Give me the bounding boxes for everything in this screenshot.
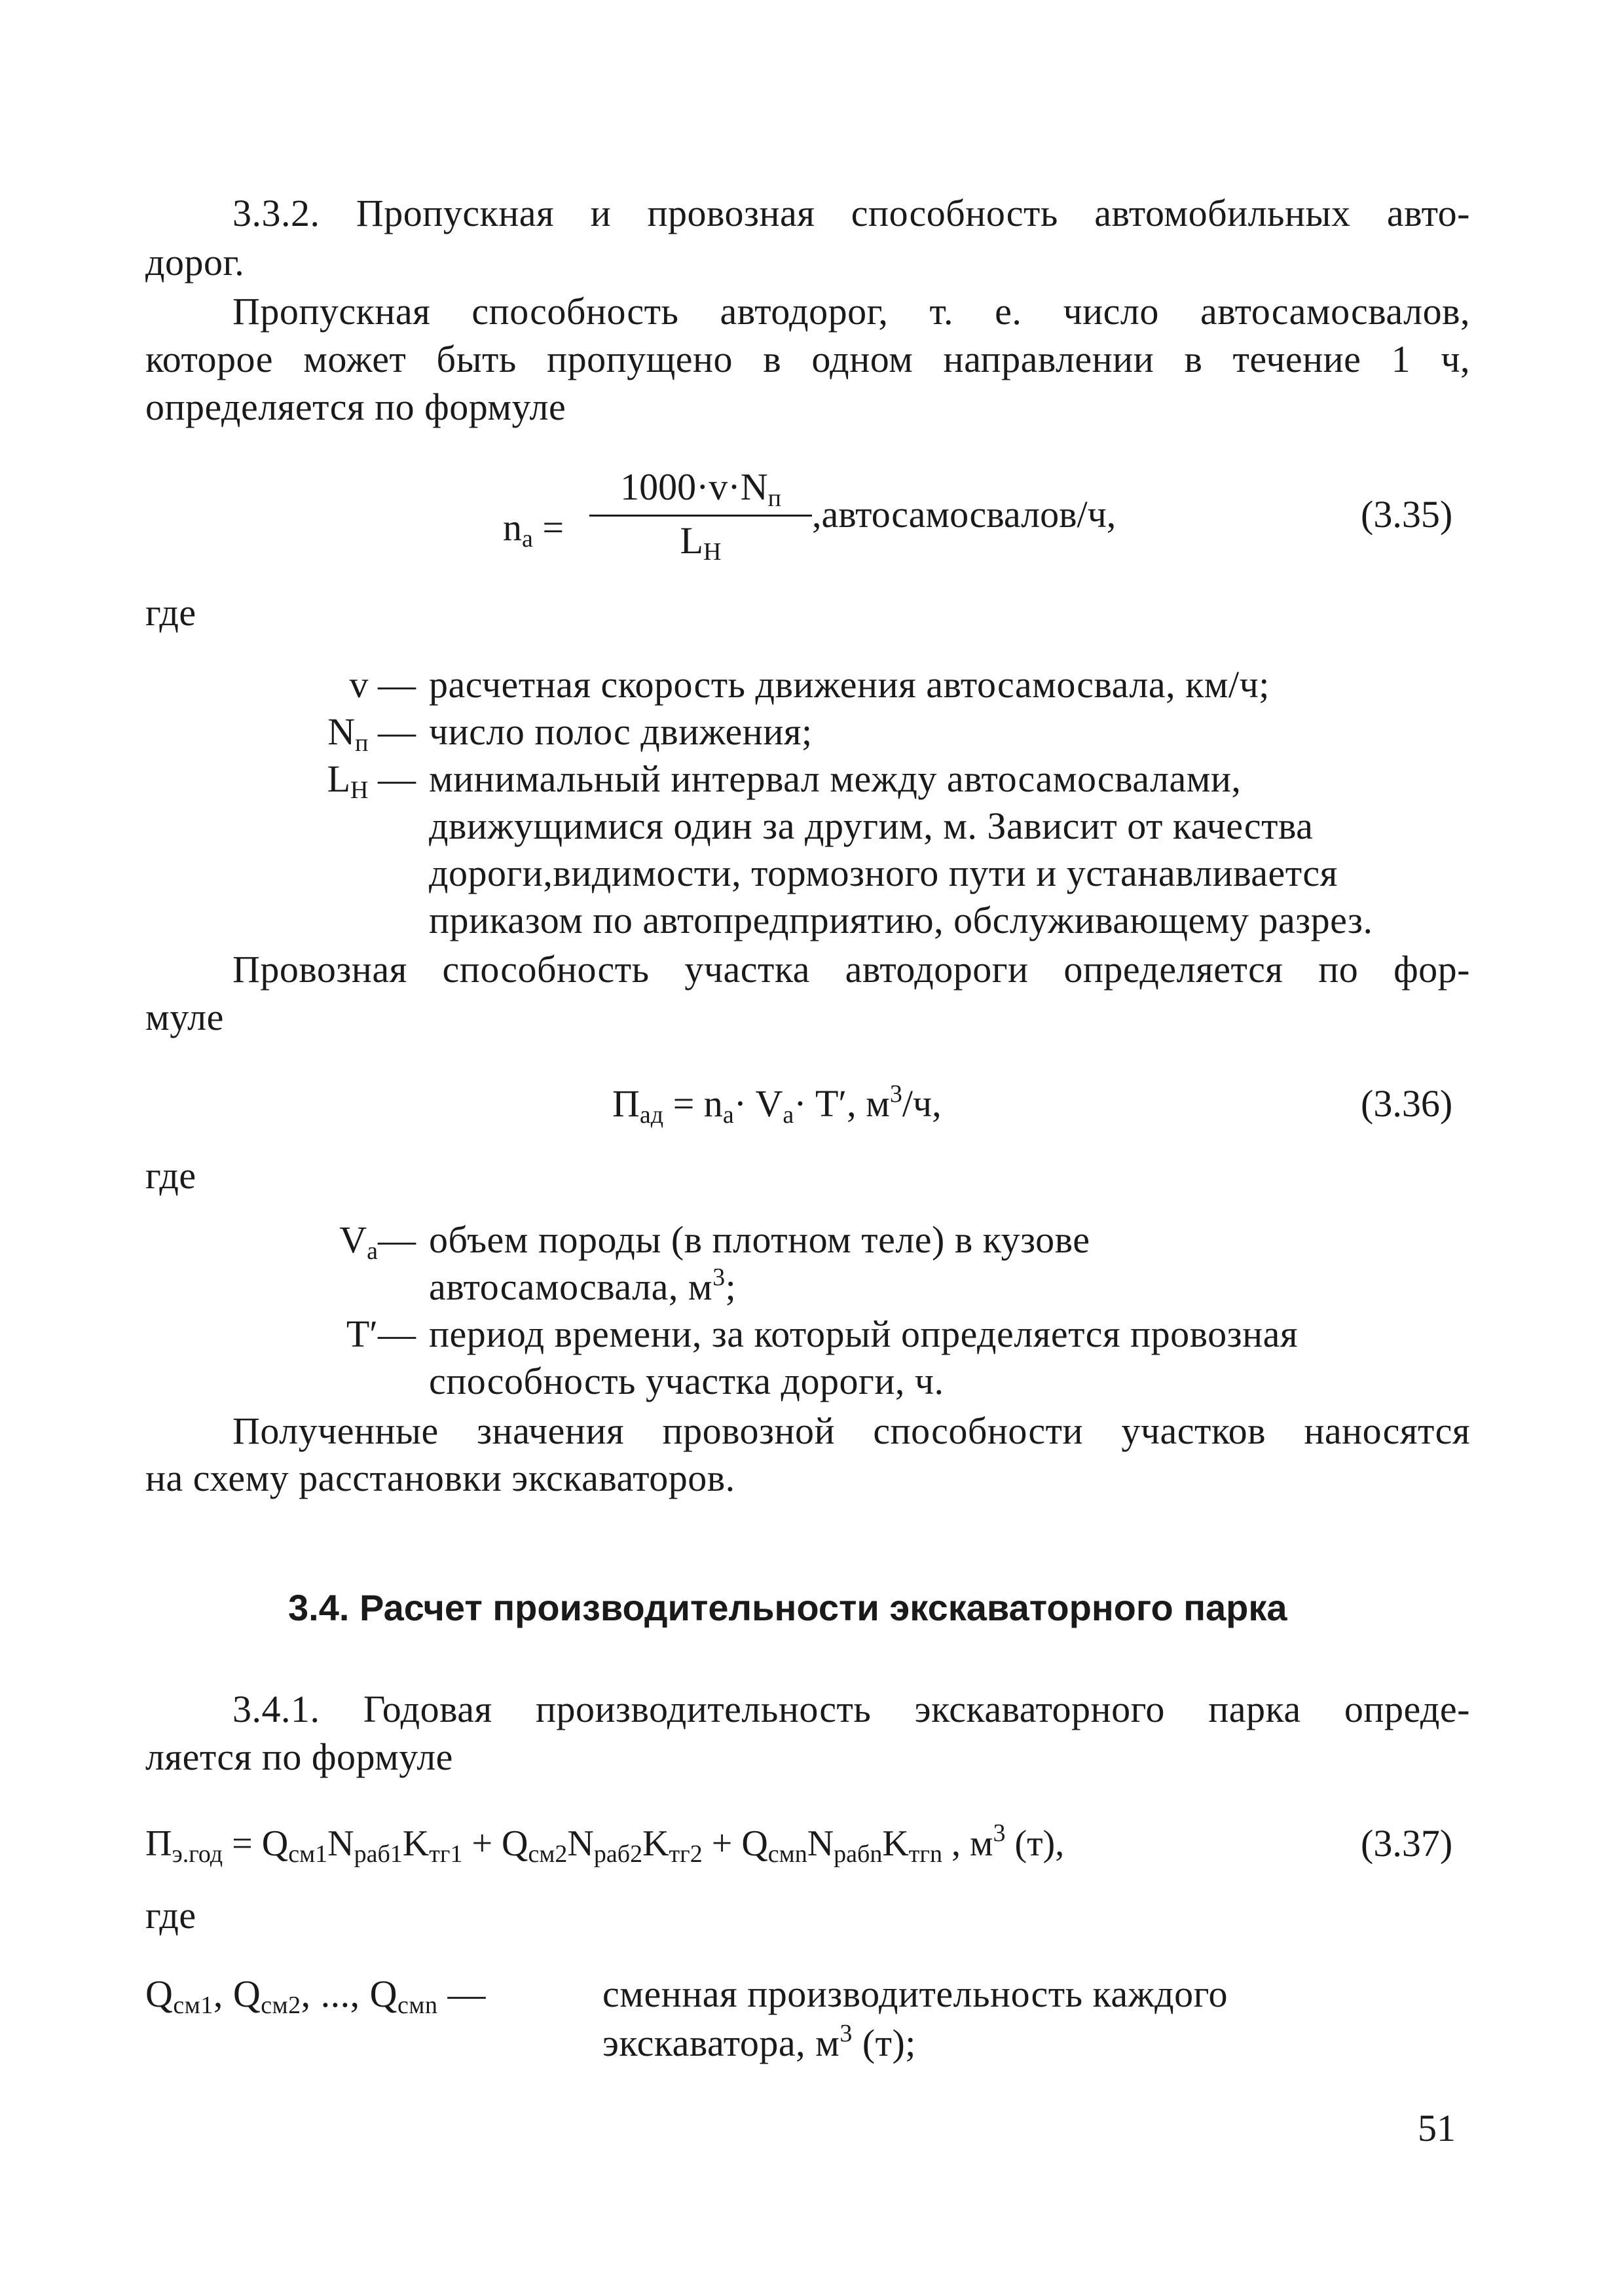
equation-number: (3.36) [1361,1082,1453,1125]
section-title-line: дорог. [145,241,245,283]
paragraph-line: определяется по формуле [145,386,566,428]
equation-number: (3.35) [1361,493,1453,536]
definition-text: автосамосвала, $м^3$; [429,1264,737,1308]
definition-term: $L_Н$ — [327,757,416,804]
section-heading: 3.4. Расчет производительности экскаваторного парка [288,1587,1287,1628]
definition-text: объем породы (в плотном теле) в кузове [429,1218,1090,1261]
definition-term: $Q_{см1}$, $Q_{см2}$, ..., $Q_{смn}$ — [145,1973,486,2019]
where-label: где [145,591,196,634]
fraction-bar [589,515,812,517]
page-number: 51 [1418,2107,1456,2149]
definition-term: T′— [346,1313,416,1355]
definition-text: экскаватора, $м^3$ (т); [602,2020,916,2064]
definition-text: период времени, за который определяется провозная [429,1313,1299,1355]
definition-term: $N_п$ — [327,710,416,757]
definition-text: расчетная скорость движения автосамосвала, км/ч; [429,663,1270,706]
definition-text: минимальный интервал между автосамосвалами, [429,757,1242,800]
formula-3-36: $П_{ад} = n_a\cdot V_a\cdot T'$, $м^3/ч$, [612,1080,942,1129]
definition-text: дороги,видимости, тормозного пути и устанавливается [429,852,1338,894]
definition-text: движущимися один за другим, м. Зависит от качества [429,805,1314,847]
paragraph-line: Провозная способность участка автодороги определяется по фор- [232,948,1470,991]
section-title-line: 3.3.2. Пропускная и провозная способность автомобильных авто- [232,192,1470,234]
definition-text: число полос движения; [429,710,813,753]
equation-number: (3.37) [1361,1822,1453,1865]
formula-3-37: $П_{э.год} = Q_{см1}N_{раб1}K_{тг1} + Q_{см2}N_{раб2}K_{тг2} + Q_{смn}N_{рабn}K_{тгn}$ , $м^3$ (т), [145,1819,1065,1868]
paragraph-line: Пропускная способность автодорог, т. е. число автосамосвалов, [232,290,1470,333]
definition-term: $V_a—$ [339,1218,416,1265]
paragraph-line: 3.4.1. Годовая производительность экскаваторного парка опреде- [232,1688,1470,1730]
where-label: где [145,1894,196,1937]
formula-3-35-numerator: $1000\cdot v\cdot N_п$ [620,465,781,512]
definition-text: сменная производительность каждого [602,1973,1228,2015]
definition-text: приказом по автопредприятию, обслуживающему разрез. [429,899,1373,941]
formula-3-35-lhs: $n_a$ = [503,506,564,553]
formula-3-35-unit: ,автосамосвалов/ч, [812,493,1116,536]
paragraph-line: муле [145,996,224,1038]
paragraph-line: которое может быть пропущено в одном направлении в течение 1 ч, [145,338,1470,380]
definition-text: способность участка дороги, ч. [429,1360,944,1402]
paragraph-line: ляется по формуле [145,1736,453,1778]
formula-3-35-denominator: $L_Н$ [680,519,722,566]
where-label: где [145,1154,196,1197]
paragraph-line: Полученные значения провозной способности участков наносятся [232,1410,1470,1452]
paragraph-line: на схему расстановки экскаваторов. [145,1457,735,1499]
definition-term: v — [349,663,416,706]
